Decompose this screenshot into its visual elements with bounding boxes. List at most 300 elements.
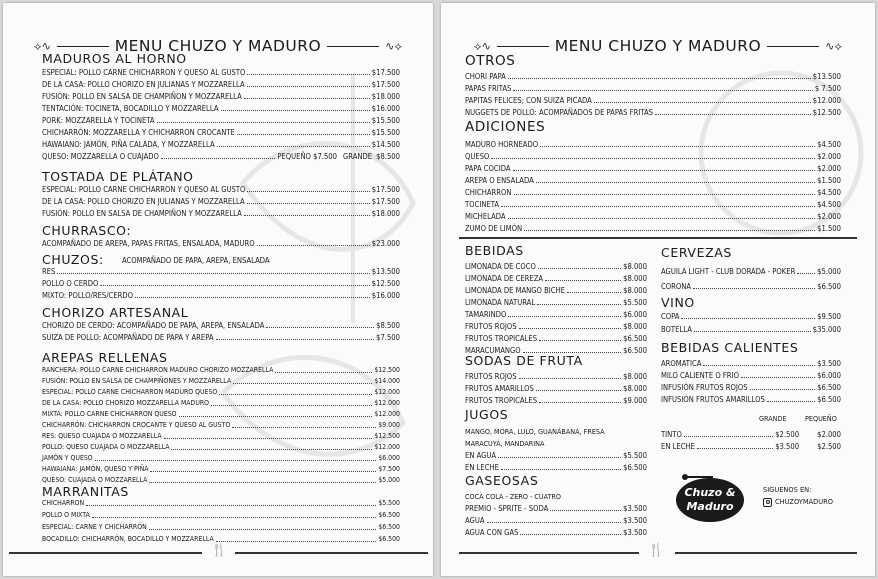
menu-item-price: $17.500 (371, 68, 400, 77)
dotted-leader (498, 457, 621, 458)
dotted-leader (539, 402, 621, 403)
menu-item-row (465, 461, 647, 472)
dotted-leader (247, 86, 370, 87)
menu-item-price: $2.000 (817, 212, 841, 221)
menu-item-row (465, 502, 647, 513)
menu-item-row (42, 509, 400, 520)
menu-item-name: MILO CALIENTE O FRIO (661, 371, 739, 380)
menu-item-name: LIMONADA DE MANGO BICHE (465, 286, 566, 295)
menu-item-price: $12.500 (371, 279, 400, 288)
menu-item-price: $5.000 (817, 267, 841, 276)
menu-item-row (42, 207, 400, 218)
menu-item-name: TAMARINDO (465, 310, 507, 319)
menu-item-price: $8.000 (623, 262, 647, 271)
menu-item-name: AGUA (465, 516, 485, 525)
jugos-flavors: MARACUYÁ, MANDARINA (465, 439, 545, 448)
menu-item-price: $2.000 (817, 164, 841, 173)
menu-item-row (42, 289, 400, 300)
menu-item-name: DE LA CASA: POLLO CHORIZO MOZZARELLA MADURO (42, 399, 210, 407)
menu-item-row (42, 419, 400, 430)
price-grande: $2.500 (775, 430, 800, 439)
menu-item-name: SUIZA DE POLLO: ACOMPAÑADO DE PAPA Y AREPA (42, 333, 214, 342)
dotted-leader (149, 529, 377, 530)
menu-item-name: DE LA CASA: POLLO CHORIZO EN JULIANAS Y MOZZARELLA (42, 197, 245, 206)
gaseosas-brands: COCA COLA - ZERO - CUATRO (465, 492, 562, 501)
menu-item-row (465, 308, 647, 319)
section-title: VINO (661, 295, 695, 310)
dotted-leader (655, 114, 811, 115)
section-title: CHORIZO ARTESANAL (42, 305, 189, 320)
dotted-leader (221, 110, 370, 111)
footer-rule (235, 552, 428, 554)
dotted-leader (594, 102, 811, 103)
menu-item-price: $7.500 (376, 333, 400, 342)
menu-item-row (42, 277, 400, 288)
menu-item-price: $12.000 (374, 410, 400, 418)
menu-item-name: FUSIÓN: POLLO EN SALSA DE CHAMPIÑON Y MOZZARELLA (42, 209, 242, 218)
dotted-leader (95, 460, 377, 461)
dotted-leader (545, 280, 621, 281)
menu-item-row (465, 150, 841, 161)
dotted-leader (694, 331, 811, 332)
menu-item-price: $2.000 (817, 152, 841, 161)
menu-item-name: ZUMO DE LIMÓN (465, 224, 523, 233)
menu-item-name: ESPECIAL: POLLO CARNE CHICHARRON MADURO QUESO (42, 388, 218, 396)
menu-item-price: $3.500 (623, 504, 647, 513)
menu-item-row (42, 195, 400, 206)
menu-item-price: $6.500 (378, 523, 400, 531)
section-title: GASEOSAS (465, 473, 539, 488)
menu-item-row (42, 183, 400, 194)
menu-item-row (661, 381, 841, 392)
dotted-leader (216, 541, 377, 542)
follow-label: SIGUENOS EN: (763, 485, 812, 494)
menu-item-name: HAWAIANA: JAMÓN, QUESO Y PIÑA (42, 465, 149, 473)
menu-item-name: PREMIO - SPRITE - SODA (465, 504, 549, 513)
dotted-leader (86, 505, 376, 506)
dotted-leader (508, 218, 816, 219)
dotted-leader (540, 146, 815, 147)
menu-item-row (465, 449, 647, 460)
menu-item-name: CORONA (661, 282, 692, 291)
menu-item-name: INFUSIÓN FRUTOS AMARILLOS (661, 395, 765, 404)
menu-item-row (465, 284, 647, 295)
menu-item-row (661, 323, 841, 334)
menu-item-price: $16.000 (371, 291, 400, 300)
ornament-swirl-icon: ⟡∿ (33, 38, 51, 53)
dotted-leader (232, 427, 376, 428)
menu-item-name: ACOMPAÑADO DE AREPA, PAPAS FRITAS, ENSALADA, MADURO (42, 239, 255, 248)
menu-item-price: $14.000 (374, 377, 400, 385)
menu-item-name: CHICHARRÓN: CHICHARRON CROCANTE Y QUESO AL GUSTO (42, 421, 231, 429)
menu-item-price: $13.500 (812, 72, 841, 81)
menu-item-price: $6.500 (378, 511, 400, 519)
menu-item-price: $6.500 (623, 334, 647, 343)
instagram-icon (763, 498, 772, 507)
price-pequeno: $2.000 (817, 430, 841, 439)
menu-item-price: $16.000 (371, 104, 400, 113)
dotted-leader (797, 273, 815, 274)
menu-item-name: AREPA O ENSALADA (465, 176, 534, 185)
instagram-handle-text: CHUZOYMADURO (775, 497, 833, 506)
dotted-leader (257, 245, 370, 246)
menu-item-price: $9.000 (378, 421, 400, 429)
menu-item-row (42, 138, 400, 149)
menu-item-price: $17.500 (371, 185, 400, 194)
size-header-grande: GRANDE (759, 414, 787, 423)
dotted-leader (244, 98, 370, 99)
menu-item-price: $12.000 (374, 388, 400, 396)
menu-item-name: MIXTA: POLLO CARNE CHICHARRON QUESO (42, 410, 177, 418)
ornament-swirl-icon: ∿⟡ (385, 38, 403, 53)
menu-item-price: $1.500 (817, 224, 841, 233)
menu-item-price: $8.000 (623, 322, 647, 331)
menu-item-name: EN LECHE (661, 442, 695, 451)
menu-item-name: PAPA COCIDA (465, 164, 511, 173)
dotted-leader (501, 206, 815, 207)
logo-text: Chuzo & (684, 486, 736, 499)
dotted-leader (487, 522, 622, 523)
dotted-leader (161, 158, 275, 159)
dotted-leader (247, 74, 369, 75)
menu-item-price: $6.500 (623, 346, 647, 355)
dotted-leader (266, 327, 374, 328)
menu-item-row (42, 102, 400, 113)
menu-item-row (661, 280, 841, 291)
menu-item-price: $9.500 (817, 312, 841, 321)
dotted-leader (681, 318, 815, 319)
menu-item-price: $12.500 (812, 108, 841, 117)
dotted-leader (135, 297, 370, 298)
menu-item-row (465, 162, 841, 173)
menu-item-price: $17.500 (371, 80, 400, 89)
menu-item-row (42, 78, 400, 89)
menu-item-row (42, 441, 400, 452)
dotted-leader (520, 534, 621, 535)
menu-item-row (465, 210, 841, 221)
menu-item-name: JAMÓN Y QUESO (42, 454, 93, 462)
menu-item-row (42, 265, 400, 276)
menu-item-row (42, 386, 400, 397)
dotted-leader (514, 194, 816, 195)
menu-item-price: $8.000 (623, 286, 647, 295)
menu-item-price: $15.500 (371, 128, 400, 137)
menu-item-price: $6.000 (817, 371, 841, 380)
dotted-leader (684, 436, 773, 437)
menu-title: MENU CHUZO Y MADURO (114, 37, 322, 55)
menu-item-name: QUESO (465, 152, 490, 161)
menu-item-price: $8.500 (376, 321, 400, 330)
footer-rule (675, 552, 857, 554)
menu-item-name: FRUTOS AMARILLOS (465, 384, 534, 393)
menu-item-name: AGUILA LIGHT - CLUB DORADA - POKER (661, 267, 796, 276)
menu-item-row (465, 394, 647, 405)
header-rule (327, 46, 379, 47)
dotted-leader (164, 438, 373, 439)
menu-item-name: EN AGUA (465, 451, 497, 460)
menu-item-price: $6.000 (378, 454, 400, 462)
dotted-leader (216, 339, 375, 340)
menu-item-row (465, 106, 841, 117)
menu-page-right (441, 3, 875, 576)
cutlery-icon: 🍴 (211, 543, 228, 558)
menu-item-price: $6.500 (623, 463, 647, 472)
menu-item-row (42, 463, 400, 474)
menu-item-price: $ 7.500 (814, 84, 841, 93)
dotted-leader (237, 134, 370, 135)
menu-item-row (42, 66, 400, 77)
menu-item-row (661, 428, 841, 439)
menu-item-name: AROMATICA (661, 359, 702, 368)
ornament-swirl-icon: ⟡∿ (473, 38, 491, 53)
menu-item-name: NUGGETS DE POLLO: ACOMPAÑADOS DE PAPAS FRITAS (465, 108, 653, 117)
menu-item-price: $3.500 (623, 528, 647, 537)
menu-item-row (661, 393, 841, 404)
cutlery-icon: 🍴 (648, 543, 665, 558)
menu-item-row (465, 272, 647, 283)
dotted-leader (524, 230, 815, 231)
menu-item-row (42, 319, 400, 330)
dotted-leader (767, 401, 815, 402)
menu-item-price: $6.500 (378, 535, 400, 543)
menu-item-row (661, 369, 841, 380)
menu-item-price: $4.500 (817, 188, 841, 197)
menu-item-name: MICHELADA (465, 212, 506, 221)
menu-item-row (465, 174, 841, 185)
menu-item-row (465, 198, 841, 209)
section-title: MARRANITAS (42, 484, 129, 499)
section-title: MADUROS AL HORNO (42, 51, 187, 66)
menu-item-price: $7.500 (378, 465, 400, 473)
menu-item-price: $8.500 (376, 152, 400, 161)
dotted-leader (247, 203, 370, 204)
size-price-small: PEQUEÑO $7.500 (277, 152, 337, 161)
menu-item-name: CHORIZO DE CERDO: ACOMPAÑADO DE PAPA, AREPA, ENSALADA (42, 321, 265, 330)
dotted-leader (741, 377, 815, 378)
menu-item-price: $3.500 (623, 516, 647, 525)
menu-item-name: AGUA CON GAS (465, 528, 519, 537)
menu-item-name: TENTACIÓN: TOCINETA, BOCADILLO Y MOZZARELLA (42, 104, 219, 113)
menu-item-row (42, 408, 400, 419)
menu-item-name: CHICHARRÓN: MOZZARELLA Y CHICHARRON CROCANTE (42, 128, 235, 137)
menu-item-price: $12.500 (374, 366, 400, 374)
menu-item-price: $23.000 (371, 239, 400, 248)
menu-item-name: RES: QUESO CUAJADA O MOZZARELLA (42, 432, 162, 440)
menu-item-price: $18.000 (371, 92, 400, 101)
dotted-leader (550, 510, 621, 511)
menu-item-name: ESPECIAL: POLLO CARNE CHICHARRON Y QUESO AL GUSTO (42, 68, 246, 77)
menu-item-row (42, 126, 400, 137)
menu-item-row (42, 375, 400, 386)
size-header-pequeno: PEQUEÑO (805, 414, 837, 423)
menu-item-name: FUSIÓN: POLLO EN SALSA DE CHAMPIÑON Y MOZZARELLA (42, 92, 242, 101)
menu-item-row (465, 260, 647, 271)
dotted-leader (57, 273, 369, 274)
menu-item-name: MARACUMANGO (465, 346, 521, 355)
menu-item-price: $5.500 (378, 499, 400, 507)
dotted-leader (697, 448, 773, 449)
menu-item-name: MADURO HORNEADO (465, 140, 539, 149)
menu-item-name: QUESO: CUAJADA O MOZZARELLA (42, 476, 148, 484)
menu-item-row (42, 497, 400, 508)
menu-item-name: CHICHARRON (465, 188, 512, 197)
menu-item-name: INFUSIÓN FRUTOS ROJOS (661, 383, 748, 392)
price-pequeno: $2.500 (817, 442, 841, 451)
menu-item-price: $6.500 (817, 383, 841, 392)
menu-item-price: $4.500 (817, 200, 841, 209)
dotted-leader (693, 288, 815, 289)
menu-item-row (661, 265, 841, 276)
menu-item-name: TINTO (661, 430, 682, 439)
menu-item-name: CHICHARRON (42, 499, 85, 507)
dotted-leader (247, 191, 369, 192)
menu-item-name: CHORI PAPA (465, 72, 506, 81)
dotted-leader (501, 469, 621, 470)
menu-item-price: $35.000 (812, 325, 841, 334)
menu-item-price: $5.500 (623, 451, 647, 460)
menu-item-name: RES (42, 267, 56, 276)
dotted-leader (244, 215, 370, 216)
header-rule (497, 46, 549, 47)
menu-item-price: $15.500 (371, 116, 400, 125)
menu-item-row (42, 331, 400, 342)
menu-item-price: $1.500 (817, 176, 841, 185)
section-title: CERVEZAS (661, 245, 732, 260)
menu-item-price: $4.500 (817, 140, 841, 149)
menu-item-row (42, 430, 400, 441)
section-title: OTROS (465, 53, 516, 69)
section-title: SODAS DE FRUTA (465, 353, 583, 368)
dotted-leader (538, 268, 621, 269)
header-rule (57, 46, 109, 47)
dotted-leader (219, 394, 372, 395)
menu-item-row (42, 397, 400, 408)
menu-item-row (42, 521, 400, 532)
dotted-leader (513, 90, 813, 91)
menu-item-row (465, 222, 841, 233)
menu-item-name: LIMONADA DE COCO (465, 262, 536, 271)
menu-item-row (465, 526, 647, 537)
section-title: JUGOS (465, 407, 509, 422)
dotted-leader (92, 517, 377, 518)
section-title: AREPAS RELLENAS (42, 350, 168, 365)
menu-item-name: COPA (661, 312, 680, 321)
dotted-leader (750, 389, 815, 390)
menu-item-price: $3.500 (817, 359, 841, 368)
menu-item-name: FRUTOS TROPICALES (465, 334, 538, 343)
menu-item-name: POLLO: QUESO CUAJADA O MOZZARELLA (42, 443, 170, 451)
menu-item-name: ESPECIAL: POLLO CARNE CHICHARRON Y QUESO AL GUSTO (42, 185, 246, 194)
menu-item-row (661, 357, 841, 368)
ornament-swirl-icon: ∿⟡ (825, 38, 843, 53)
dotted-leader (211, 405, 372, 406)
menu-item-price: $14.500 (371, 140, 400, 149)
menu-item-price: $12.000 (374, 399, 400, 407)
menu-item-price: $6.500 (817, 395, 841, 404)
size-label-large: GRANDE (343, 152, 373, 161)
menu-item-name: BOTELLA (661, 325, 692, 334)
menu-item-row (661, 310, 841, 321)
menu-item-row (465, 70, 841, 81)
menu-item-row (42, 150, 400, 161)
menu-item-price: $5.500 (623, 298, 647, 307)
menu-item-name: FUSIÓN: POLLO EN SALSA DE CHAMPIÑONES Y MOZZARELLA (42, 377, 232, 385)
menu-item-name: POLLO O CERDO (42, 279, 99, 288)
dotted-leader (275, 372, 372, 373)
menu-item-price: $9.000 (623, 396, 647, 405)
instagram-handle[interactable] (763, 497, 833, 507)
menu-item-row (42, 237, 400, 248)
menu-item-name: PORK: MOZZARELLA Y TOCINETA (42, 116, 155, 125)
menu-item-row (42, 90, 400, 101)
menu-item-name: BOCADILLO: CHICHARRÓN, BOCADILLO Y MOZZARELLA (42, 535, 214, 543)
dotted-leader (536, 182, 815, 183)
dotted-leader (157, 122, 370, 123)
menu-item-row (465, 186, 841, 197)
menu-item-name: LIMONADA NATURAL (465, 298, 536, 307)
price-grande: $3.500 (775, 442, 800, 451)
menu-item-row (42, 114, 400, 125)
dotted-leader (149, 482, 376, 483)
dotted-leader (519, 378, 622, 379)
footer-rule (459, 552, 639, 554)
dotted-leader (217, 146, 370, 147)
dotted-leader (513, 170, 816, 171)
menu-item-price: $5.000 (378, 476, 400, 484)
menu-item-name: PAPAS FRITAS (465, 84, 512, 93)
menu-item-price: $18.000 (371, 209, 400, 218)
menu-item-price: $12.000 (812, 96, 841, 105)
menu-item-price: $17.500 (371, 197, 400, 206)
menu-item-name: EN LECHE (465, 463, 499, 472)
dotted-leader (536, 390, 621, 391)
menu-item-name: TOCINETA (465, 200, 500, 209)
menu-item-row (465, 370, 647, 381)
section-title: TOSTADA DE PLÁTANO (42, 169, 194, 184)
menu-item-row (465, 514, 647, 525)
menu-item-name: DE LA CASA: POLLO CHORIZO EN JULIANAS Y MOZZARELLA (42, 80, 245, 89)
menu-item-row (465, 94, 841, 105)
header-rule (767, 46, 819, 47)
menu-item-price: $13.500 (371, 267, 400, 276)
menu-item-price: $6.500 (817, 282, 841, 291)
dotted-leader (100, 285, 369, 286)
dotted-leader (171, 449, 372, 450)
menu-item-name: ESPECIAL: CARNE Y CHICHARRÓN (42, 523, 147, 531)
menu-item-row (42, 364, 400, 375)
section-title: CHUZOS: (42, 252, 104, 267)
menu-item-price: $6.000 (623, 310, 647, 319)
section-divider (459, 237, 857, 239)
menu-item-name: RANCHERA: POLLO CARNE CHICHARRON MADURO CHORIZO MOZZARELLA (42, 366, 274, 374)
menu-item-price: $8.000 (623, 274, 647, 283)
dotted-leader (150, 471, 376, 472)
menu-item-price: $12.500 (374, 432, 400, 440)
section-title: BEBIDAS (465, 243, 524, 258)
menu-item-row (465, 296, 647, 307)
dotted-leader (179, 416, 373, 417)
menu-item-name: FRUTOS ROJOS (465, 322, 517, 331)
menu-item-name: LIMONADA DE CEREZA (465, 274, 544, 283)
menu-item-row (465, 382, 647, 393)
menu-item-row (465, 320, 647, 331)
menu-item-name: FRUTOS ROJOS (465, 372, 517, 381)
section-title: ADICIONES (465, 119, 546, 135)
menu-item-row (465, 332, 647, 343)
menu-item-price: $8.000 (623, 372, 647, 381)
dotted-leader (537, 304, 621, 305)
dotted-leader (519, 328, 622, 329)
